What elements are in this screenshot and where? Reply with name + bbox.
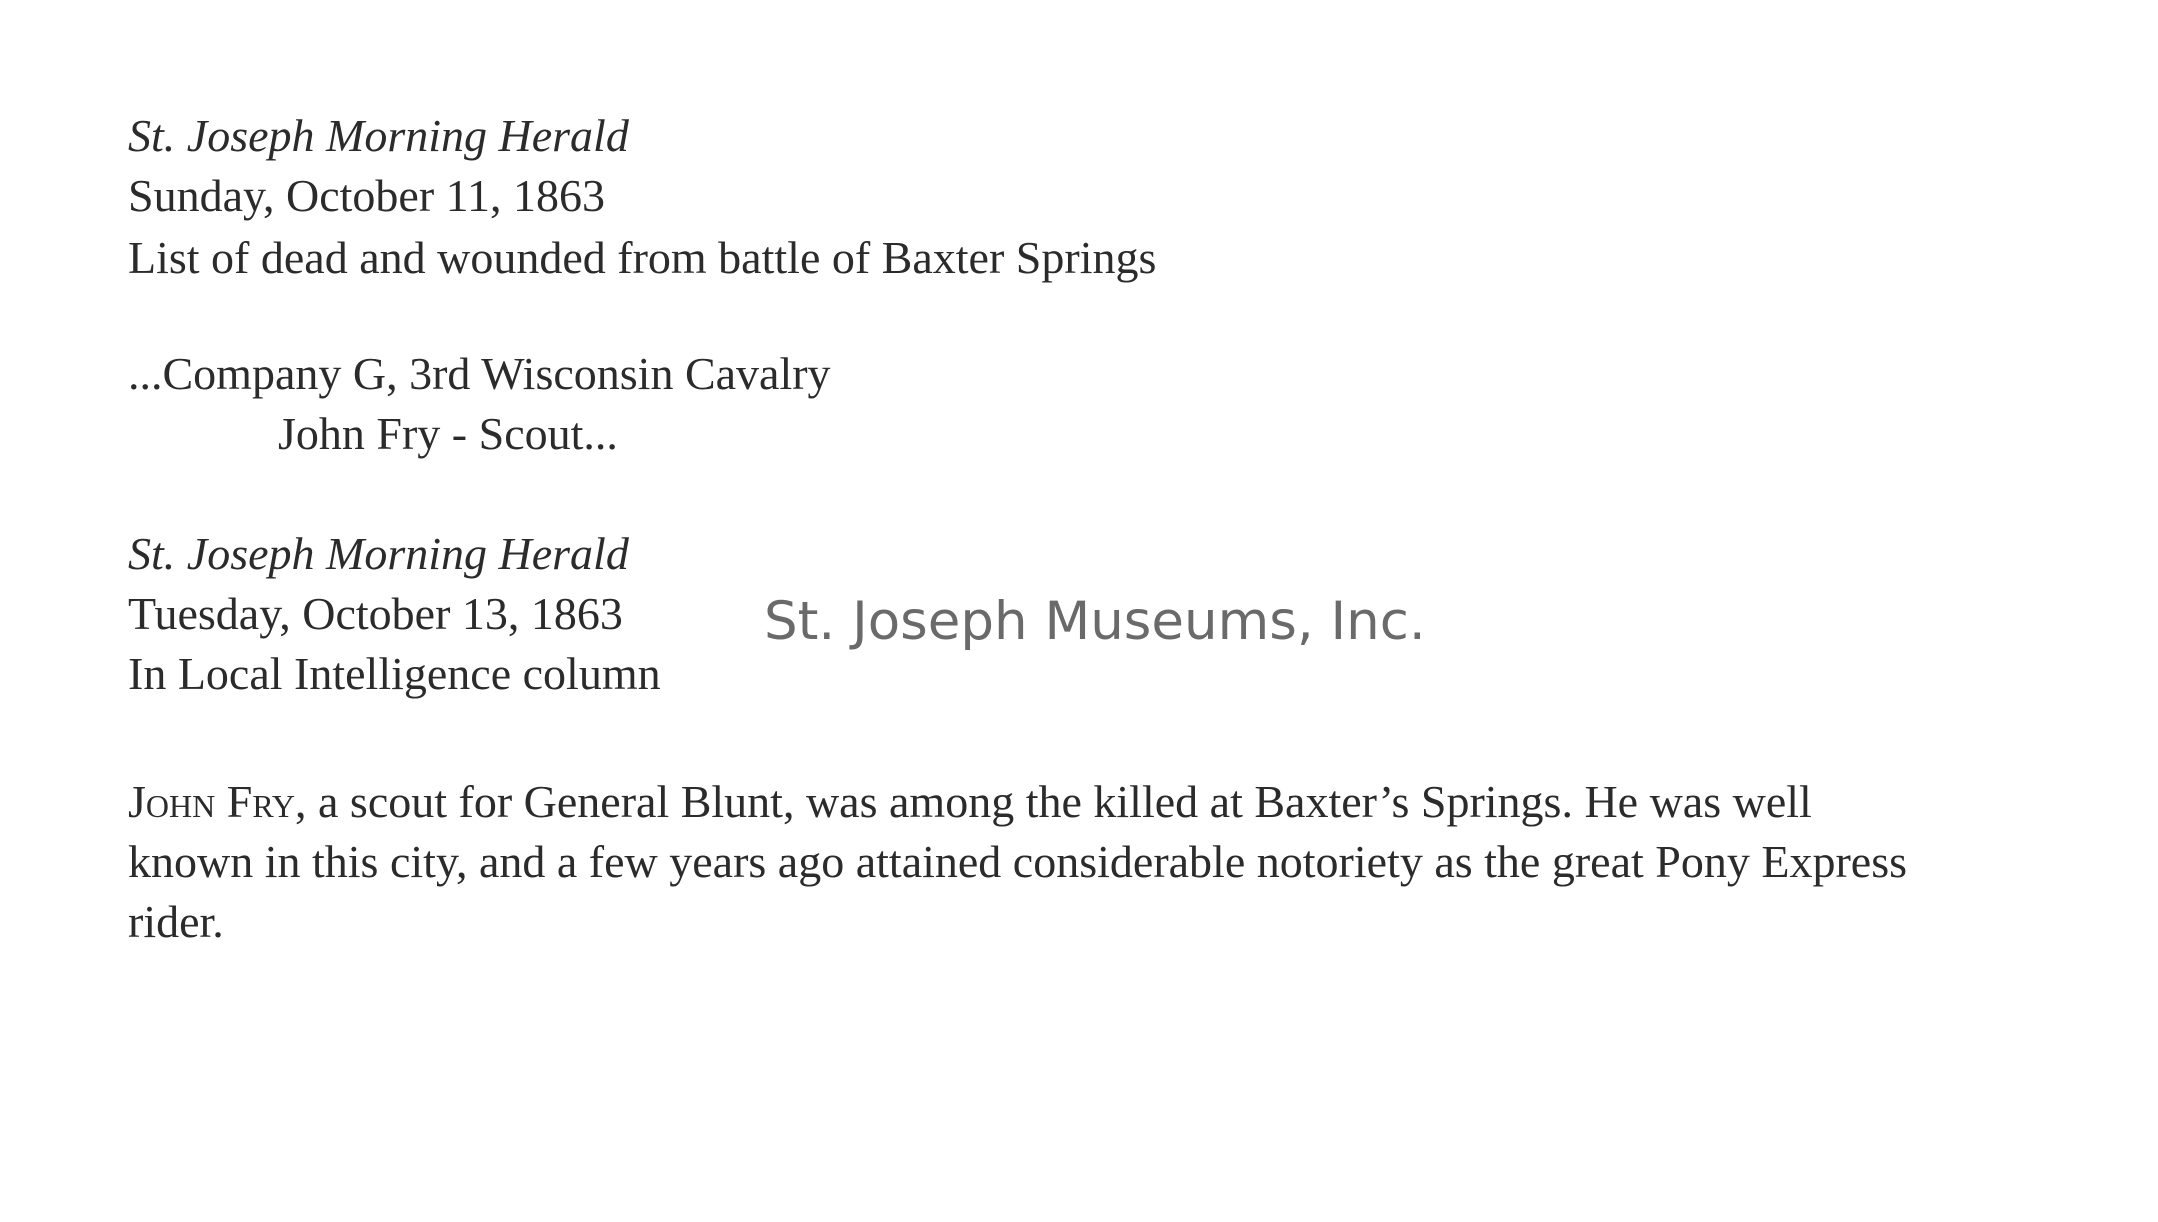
article-paragraph	[128, 772, 2078, 952]
entry-2-date: Tuesday, October 13, 1863	[128, 588, 623, 639]
entry-2-description: In Local Intelligence column	[128, 648, 661, 699]
entry-1-description: List of dead and wounded from battle of Baxter Springs	[128, 232, 1157, 283]
article-line-3: rider.	[128, 896, 224, 947]
article-subject-name: John Fry	[128, 776, 295, 827]
excerpt-company-line: ...Company G, 3rd Wisconsin Cavalry	[128, 348, 831, 399]
entry-1-newspaper-title: St. Joseph Morning Herald	[128, 110, 629, 161]
article-line-1-text: , a scout for General Blunt, was among the killed at Baxter’s Springs. He was well	[295, 776, 1812, 827]
article-line-1	[128, 772, 2078, 832]
museum-watermark: St. Joseph Museums, Inc.	[764, 591, 1426, 652]
excerpt-scout-line: John Fry - Scout...	[278, 408, 618, 459]
article-line-2: known in this city, and a few years ago attained considerable notoriety as the great Pony Express	[128, 836, 1907, 887]
entry-2-newspaper-title: St. Joseph Morning Herald	[128, 528, 629, 579]
entry-1-date: Sunday, October 11, 1863	[128, 170, 605, 221]
